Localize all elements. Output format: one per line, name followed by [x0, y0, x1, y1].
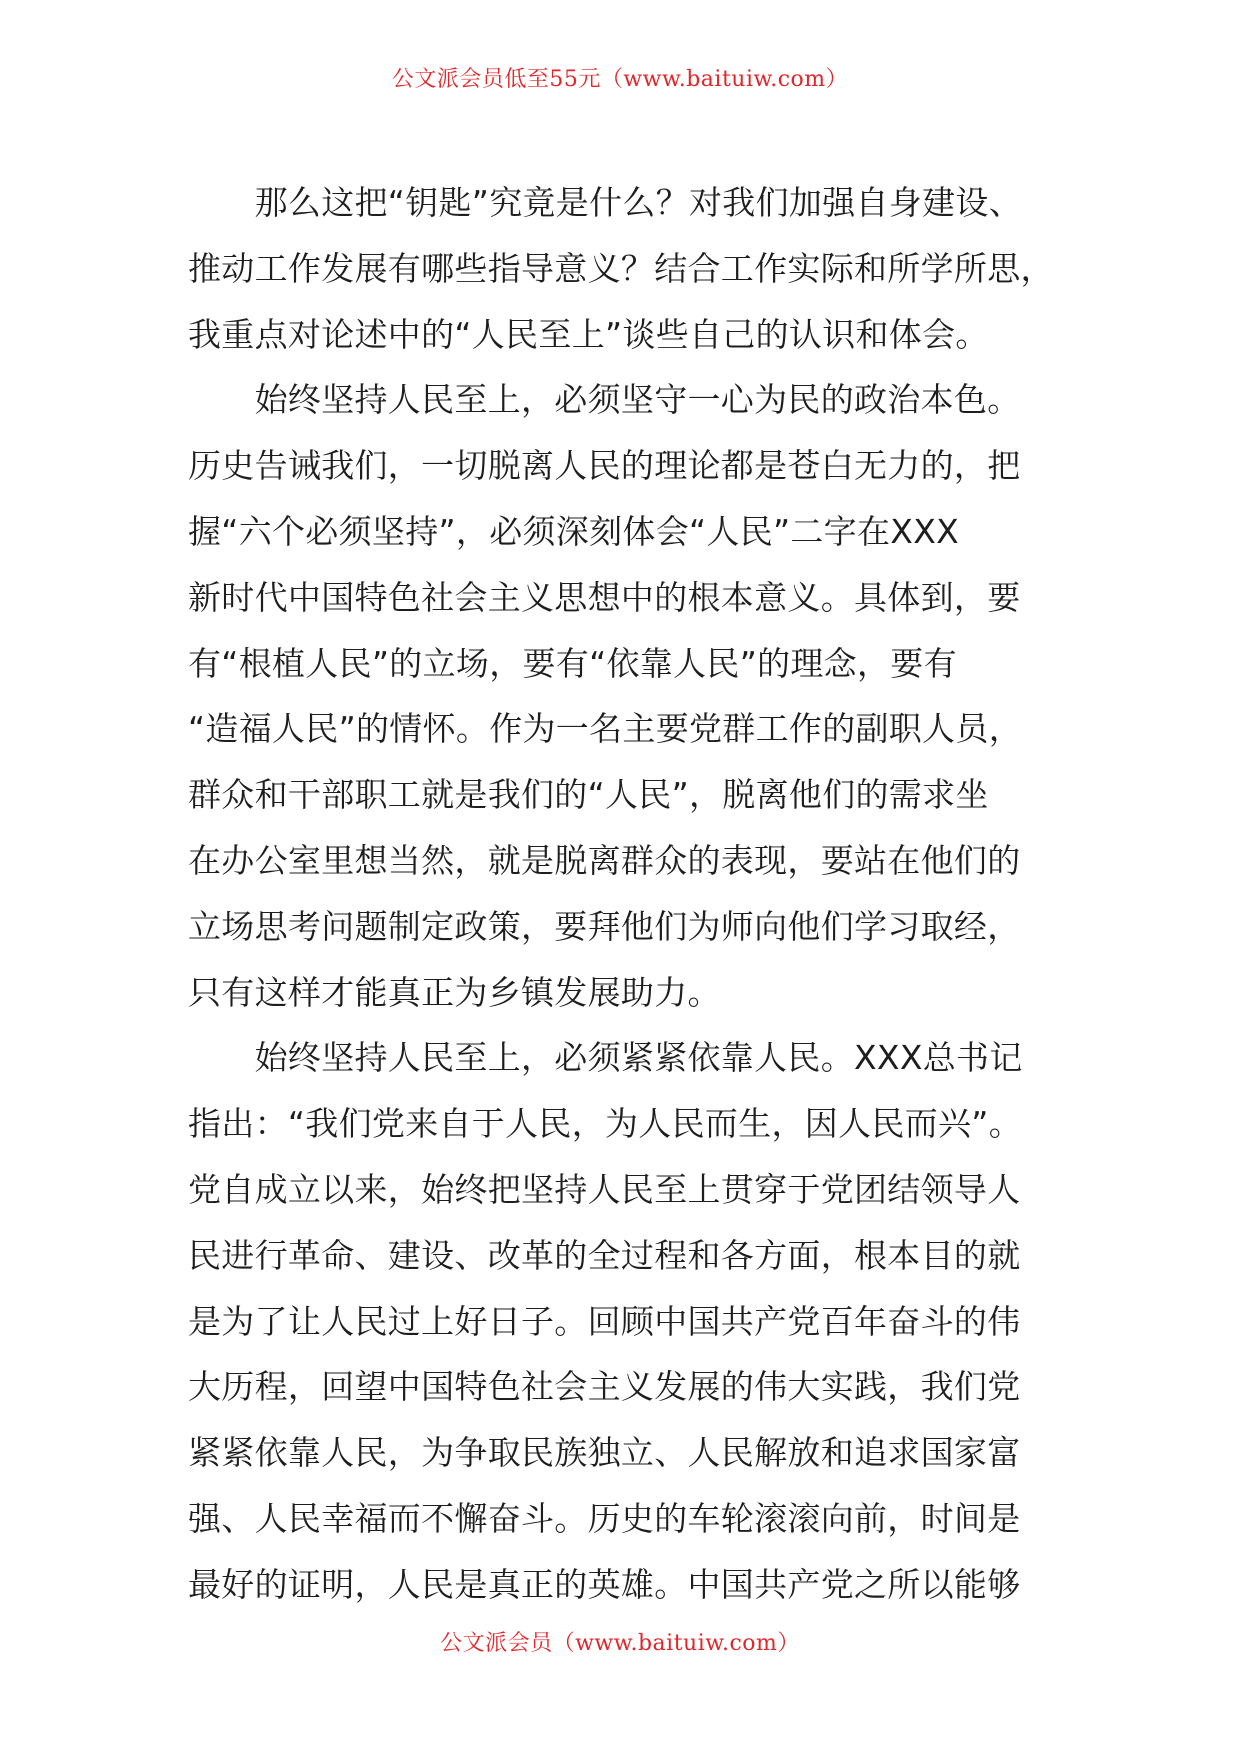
- body-line: 立场思考问题制定政策，要拜他们为师向他们学习取经，: [188, 906, 1021, 946]
- body-line: “造福人民”的情怀。作为一名主要党群工作的副职人员，: [188, 709, 1022, 749]
- body-line: 是为了让人民过上好日子。回顾中国共产党百年奋斗的伟: [188, 1301, 1021, 1341]
- body-line: 党自成立以来，始终把坚持人民至上贯穿于党团结领导人: [188, 1169, 1021, 1209]
- document-body: [188, 170, 1058, 1618]
- body-line: 最好的证明，人民是真正的英雄。中国共产党之所以能够: [188, 1564, 1021, 1604]
- body-line: 在办公室里想当然，就是脱离群众的表现，要站在他们的: [188, 840, 1021, 880]
- body-line: 始终坚持人民至上，必须坚守一心为民的政治本色。: [188, 380, 1021, 420]
- body-line: 历史告诫我们，一切脱离人民的理论都是苍白无力的，把: [188, 446, 1021, 486]
- body-line: 只有这样才能真正为乡镇发展助力。: [188, 972, 721, 1012]
- body-line: 指出：“我们党来自于人民，为人民而生，因人民而兴”。: [188, 1104, 1022, 1144]
- body-line: 我重点对论述中的“人民至上”谈些自己的认识和体会。: [188, 314, 989, 354]
- page-header-watermark: 公文派会员低至55元（www.baituiw.com）: [391, 67, 849, 92]
- body-line: 大历程，回望中国特色社会主义发展的伟大实践，我们党: [188, 1367, 1021, 1407]
- body-line: 推动工作发展有哪些指导意义？结合工作实际和所学所思，: [188, 248, 1054, 288]
- body-line: 紧紧依靠人民，为争取民族独立、人民解放和追求国家富: [188, 1433, 1021, 1473]
- body-line: 强、人民幸福而不懈奋斗。历史的车轮滚滚向前，时间是: [188, 1498, 1021, 1538]
- body-line: 新时代中国特色社会主义思想中的根本意义。具体到，要: [188, 577, 1021, 617]
- body-line: 有“根植人民”的立场，要有“依靠人民”的理念，要有: [188, 643, 957, 683]
- body-line: 那么这把“钥匙”究竟是什么？对我们加强自身建设、: [188, 183, 1022, 222]
- body-line: 握“六个必须坚持”，必须深刻体会“人民”二字在XXX: [188, 511, 960, 551]
- body-line: 群众和干部职工就是我们的“人民”，脱离他们的需求坐: [188, 775, 989, 815]
- body-line: 民进行革命、建设、改革的全过程和各方面，根本目的就: [188, 1235, 1021, 1275]
- body-line: 始终坚持人民至上，必须紧紧依靠人民。XXX总书记: [188, 1038, 1023, 1078]
- page-footer-watermark: 公文派会员（www.baituiw.com）: [440, 1631, 800, 1656]
